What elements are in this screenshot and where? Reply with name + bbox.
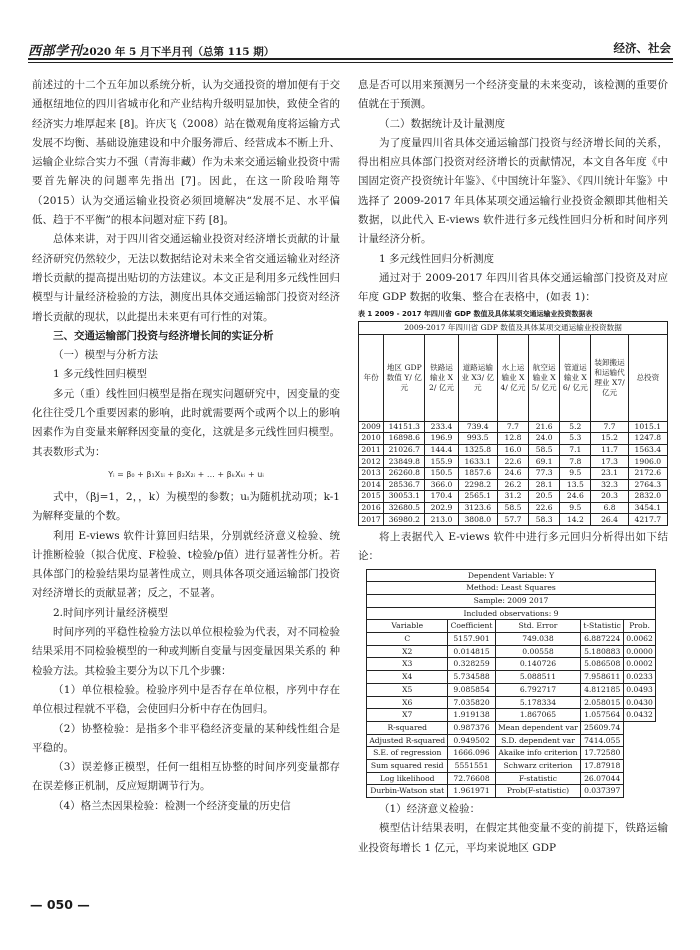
table2-cell: X6 (367, 696, 448, 709)
table1-cell: 2011 (359, 444, 384, 456)
table1-cell: 202.9 (425, 502, 458, 514)
table2-stat-row (367, 721, 656, 734)
paragraph: 模型估计结果表明，在假定其他变量不变的前提下，铁路运输业投资每增长 1 亿元，平均来说地区 GDP (358, 822, 668, 854)
table1-title: 2009-2017 年四川省 GDP 数值及具体某项交通运输业投资数据 (359, 321, 668, 334)
table1-header: 铁路运输业 X2/ 亿元 (425, 334, 458, 421)
table1-cell: 3808.0 (458, 514, 497, 526)
table2-header: Std. Error (495, 620, 581, 633)
table1-cell: 21.6 (529, 421, 560, 433)
table1-cell: 4217.7 (628, 514, 667, 526)
table2-stat-cell: Mean dependent var (495, 721, 581, 734)
paragraph: （1）单位根检验。检验序列中是否存在单位根，序列中存在单位根过程就不平稳，会使回归分析中存在伪回归。 (32, 683, 340, 716)
journal-issue-line (28, 40, 274, 59)
table2-stat-row (367, 760, 656, 773)
table1-cell: 6.8 (591, 502, 628, 514)
table1-row (359, 433, 668, 445)
table1-cell: 13.5 (560, 479, 591, 491)
table2-stat-cell: 26.07044 (581, 772, 624, 785)
table1-cell: 24.6 (560, 491, 591, 503)
table1-header: 水上运输业 X4/ 亿元 (497, 334, 528, 421)
table2-cell: 5157.901 (448, 633, 495, 646)
table1-cell: 196.9 (425, 433, 458, 445)
table2-cell: 9.085854 (448, 683, 495, 696)
table2-cell: 5.178334 (495, 696, 581, 709)
gdp-investment-table (358, 321, 668, 526)
table1-cell: 2015 (359, 491, 384, 503)
paragraph: 通过对于 2009-2017 年四川省具体交通运输部门投资及对应年度 GDP 数据的收集、整合在表格中，(如表 1)： (358, 271, 668, 304)
header-rule-thin (28, 62, 673, 63)
table2-cell: X3 (367, 658, 448, 671)
table1-cell: 16.0 (497, 444, 528, 456)
table1-cell: 170.4 (425, 491, 458, 503)
table2-cell: 0.328259 (448, 658, 495, 671)
table1-cell: 2565.1 (458, 491, 497, 503)
table2-stat-cell: Sum squared resid (367, 760, 448, 773)
subsection-heading: （二）数据统计及计量测度 (379, 117, 505, 130)
table2-stat-row (367, 747, 656, 760)
table1-cell: 11.7 (591, 444, 628, 456)
table1-header: 管道运输业 X6/ 亿元 (560, 334, 591, 421)
table2-row (367, 709, 656, 722)
table1-cell: 2016 (359, 502, 384, 514)
table1-cell: 31.2 (497, 491, 528, 503)
table2-stat-row (367, 734, 656, 747)
table1-header: 道路运输业 X3/ 亿元 (458, 334, 497, 421)
sample: Sample: 2009 2017 (367, 594, 656, 607)
subsection-heading: （一）模型与分析方法 (53, 349, 158, 362)
table1-cell: 32680.5 (384, 502, 425, 514)
table1-cell: 58.5 (497, 502, 528, 514)
table2-stat-row (367, 785, 656, 798)
table1-cell: 14.2 (560, 514, 591, 526)
table1-cell: 24.6 (497, 467, 528, 479)
table1-cell: 2009 (359, 421, 384, 433)
table2-stat-cell: 17.72580 (581, 747, 624, 760)
table2-header: t-Statistic (581, 620, 624, 633)
paragraph: 将上表据代入 E-views 软件中进行多元回归分析得出如下结论： (358, 530, 668, 563)
table2-stat-cell: S.D. dependent var (495, 734, 581, 747)
table2-stat-cell: 7414.055 (581, 734, 624, 747)
table1-cell: 58.3 (529, 514, 560, 526)
left-column (32, 76, 340, 816)
paragraph: （4）格兰杰因果检验：检测一个经济变量的历史信 (53, 799, 291, 812)
table1-cell: 14151.3 (384, 421, 425, 433)
table2-cell: X2 (367, 645, 448, 658)
table1-cell: 1857.6 (458, 467, 497, 479)
table2-cell: 0.140726 (495, 658, 581, 671)
table1-cell: 69.1 (529, 456, 560, 468)
table1-header: 航空运输业 X5/ 亿元 (529, 334, 560, 421)
table2-header: Prob. (624, 620, 656, 633)
table1-cell: 7.1 (560, 444, 591, 456)
table2-cell: 0.00558 (495, 645, 581, 658)
paragraph: 式中，（βj=1，2，，k）为模型的参数；uᵢ为随机扰动项；k-1为解释变量的个数。 (32, 490, 340, 523)
journal-logo: 西部学刊 (28, 44, 83, 59)
table2-stat-cell: 5551551 (448, 760, 495, 773)
method-heading: 1 多元线性回归分析测度 (379, 252, 495, 265)
issue-info: 2020 年 5 月下半月刊（总第 115 期） (82, 46, 275, 58)
paragraph: 息是否可以用来预测另一个经济变量的未来变动，该检测的重要价值就在于预测。 (358, 79, 668, 111)
table2-stat-cell: Log likelihood (367, 772, 448, 785)
table2-row (367, 671, 656, 684)
table2-cell: 1.919138 (448, 709, 495, 722)
table1-cell: 77.3 (529, 467, 560, 479)
table2-row (367, 696, 656, 709)
table2-stat-cell: S.E. of regression (367, 747, 448, 760)
table1-cell: 17.3 (591, 456, 628, 468)
table2-stat-cell: Prob(F-statistic) (495, 785, 581, 798)
table1-cell: 2764.3 (628, 479, 667, 491)
table1-cell: 213.0 (425, 514, 458, 526)
table2-stat-cell: 0.037397 (581, 785, 624, 798)
paragraph: （3）误差修正模型，任何一组相互协整的时间序列变量都存在误差修正机制，反应短期调节行为。 (32, 761, 340, 793)
table1-cell: 1633.1 (458, 456, 497, 468)
table1-cell: 2832.0 (628, 491, 667, 503)
table1-cell: 1563.4 (628, 444, 667, 456)
table2-header: Variable (367, 620, 448, 633)
table2-cell: 0.0432 (624, 709, 656, 722)
table2-stat-cell: 0.987376 (448, 721, 495, 734)
section-title: 经济、社会 (613, 41, 671, 55)
table2-cell: 0.0430 (624, 696, 656, 709)
table1-cell: 7.7 (497, 421, 528, 433)
table1-cell: 22.6 (529, 502, 560, 514)
table1-cell: 3123.6 (458, 502, 497, 514)
table2-cell: C (367, 633, 448, 646)
header-rule (28, 58, 673, 60)
right-column (358, 76, 668, 858)
table2-cell: 0.0493 (624, 683, 656, 696)
table1-cell: 2012 (359, 456, 384, 468)
table1-row (359, 467, 668, 479)
table1-header: 年份 (359, 334, 384, 421)
table2-header-row (367, 620, 656, 633)
table2-stat-cell: 17.87918 (581, 760, 624, 773)
table1-cell: 23849.8 (384, 456, 425, 468)
table1-header: 装卸搬运和运输代理业 X7/ 亿元 (591, 334, 628, 421)
page-number: — 050 — (30, 897, 90, 912)
table2-stat-cell: Akaike info criterion (495, 747, 581, 760)
table1-cell: 7.7 (591, 421, 628, 433)
table1-cell: 20.5 (529, 491, 560, 503)
table2-row (367, 645, 656, 658)
table2-cell: 5.180883 (581, 645, 624, 658)
observations: Included observations: 9 (367, 607, 656, 620)
table1-cell: 15.2 (591, 433, 628, 445)
table1-cell: 28.1 (529, 479, 560, 491)
table1-cell: 23.1 (591, 467, 628, 479)
table2-stat-cell: R-squared (367, 721, 448, 734)
paragraph: 为了度量四川省具体交通运输部门投资与经济增长间的关系，得出相应具体部门投资对经济增长的贡献情况，本文自各年度《中国固定资产投资统计年鉴》、《中国统计年鉴》、《四川统计年鉴》中选择了 2009-2017 年具体某项交通运输行业投资金额即其他相关数据，以此代入 E-views 软件进行多元线性回归分析和时间序列计量经济分析。 (358, 136, 668, 246)
table1-header: 总投资 (628, 334, 667, 421)
table2-cell: 5.086508 (581, 658, 624, 671)
table2-stat-cell: 1.961971 (448, 785, 495, 798)
table2-row (367, 683, 656, 696)
table1-cell: 1325.8 (458, 444, 497, 456)
table1-row (359, 456, 668, 468)
table2-cell: 1.867065 (495, 709, 581, 722)
table1-row (359, 444, 668, 456)
table2-cell: 4.812185 (581, 683, 624, 696)
table1-row (359, 514, 668, 526)
regression-results-table (366, 569, 656, 799)
table1-cell: 739.4 (458, 421, 497, 433)
table1-cell: 12.8 (497, 433, 528, 445)
table1-cell: 26260.8 (384, 467, 425, 479)
table1-cell: 57.7 (497, 514, 528, 526)
table2-cell: 5.734588 (448, 671, 495, 684)
table1-row (359, 421, 668, 433)
page-header (28, 38, 673, 62)
table2-stats (367, 721, 656, 797)
table1-cell: 2017 (359, 514, 384, 526)
table1-cell: 24.0 (529, 433, 560, 445)
table2-header: Coefficient (448, 620, 495, 633)
table2-stat-cell: F-statistic (495, 772, 581, 785)
table2-cell: 7.958611 (581, 671, 624, 684)
table2-cell: 0.0000 (624, 645, 656, 658)
table2-cell: 0.0233 (624, 671, 656, 684)
method: Method: Least Squares (367, 582, 656, 595)
table2-stat-cell: Schwarz criterion (495, 760, 581, 773)
table2-stat-row (367, 772, 656, 785)
table1-cell: 5.3 (560, 433, 591, 445)
table1-cell: 155.9 (425, 456, 458, 468)
table1-cell: 233.4 (425, 421, 458, 433)
table1-cell: 9.5 (560, 467, 591, 479)
table2-cell: 5.088511 (495, 671, 581, 684)
table2-stat-cell: 72.76608 (448, 772, 495, 785)
table2-stat-cell: 25609.74 (581, 721, 624, 734)
paragraph: 利用 E-views 软件计算回归结果，分别就经济意义检验、统计推断检验（拟合优度、F检验、t检验/p值）进行显著性分析。若具体部门的检验结果均显著性成立，则具体各项交通运输部门投资对经济增长的贡献显著；反之，不显著。 (32, 529, 340, 600)
table1-row (359, 502, 668, 514)
method-heading: 2.时间序列计量经济模型 (53, 606, 169, 619)
table1-header: 地区 GDP 数值 Y/ 亿元 (384, 334, 425, 421)
table1-cell: 9.5 (560, 502, 591, 514)
table1-cell: 2010 (359, 433, 384, 445)
table1-cell: 26.2 (497, 479, 528, 491)
table1-cell: 150.5 (425, 467, 458, 479)
table1-cell: 5.2 (560, 421, 591, 433)
table1-cell: 26.4 (591, 514, 628, 526)
table1-cell: 7.8 (560, 456, 591, 468)
table2-cell: 6.887224 (581, 633, 624, 646)
paragraph: （2）协整检验：是指多个非平稳经济变量的某种线性组合是平稳的。 (32, 722, 340, 754)
table1-cell: 2298.2 (458, 479, 497, 491)
table1-cell: 2014 (359, 479, 384, 491)
table2-stat-cell: 0.949502 (448, 734, 495, 747)
paragraph: 多元（重）线性回归模型是指在现实问题研究中，因变量的变化往往受几个重要因素的影响，此时就需要两个或两个以上的影响因素作为自变量来解释因变量的变化，这就是多元线性回归模型。其表数形式为： (32, 387, 340, 458)
method-heading: 1 多元线性回归模型 (53, 368, 148, 381)
table2-cell: 6.792717 (495, 683, 581, 696)
table1-cell: 58.5 (529, 444, 560, 456)
table1-cell: 28536.7 (384, 479, 425, 491)
table2-stat-cell: 1666.096 (448, 747, 495, 760)
table1-cell: 16898.6 (384, 433, 425, 445)
table1-cell: 144.4 (425, 444, 458, 456)
table2-cell: 0.014815 (448, 645, 495, 658)
table1-cell: 366.0 (425, 479, 458, 491)
table2-body (367, 633, 656, 722)
table1-row (359, 479, 668, 491)
table1-caption: 表 1 2009 - 2017 年四川省 GDP 数值及具体某项交通运输业投资数据表 (358, 309, 593, 318)
table1-cell: 36980.2 (384, 514, 425, 526)
regression-formula: Yᵢ = β₀ + β₁X₁ᵢ + β₂X₂ᵢ + … + βₖXₖᵢ + uᵢ (108, 469, 264, 479)
table2-row (367, 658, 656, 671)
table2-row (367, 633, 656, 646)
table1-cell: 32.3 (591, 479, 628, 491)
table1-cell: 21026.7 (384, 444, 425, 456)
table2-cell: X7 (367, 709, 448, 722)
table2-cell: 0.0002 (624, 658, 656, 671)
table1-row (359, 491, 668, 503)
table2-cell: X5 (367, 683, 448, 696)
table2-cell: 7.035820 (448, 696, 495, 709)
table1-cell: 1906.0 (628, 456, 667, 468)
table1-cell: 2172.6 (628, 467, 667, 479)
table2-cell: 749.038 (495, 633, 581, 646)
table1-cell: 22.6 (497, 456, 528, 468)
section-heading: 三、交通运输部门投资与经济增长间的实证分析 (53, 329, 274, 342)
paragraph: 时间序列的平稳性检验方法以单位根检验为代表，对不同检验结果采用不同检验模型的一种或判断自变量与因变量因果关系的 种检验方法。其检验主要分为以下几个步骤： (32, 626, 340, 677)
table2-stat-cell: Durbin-Watson stat (367, 785, 448, 798)
dependent-variable: Dependent Variable: Y (367, 569, 656, 582)
table1-cell: 1247.8 (628, 433, 667, 445)
subsection-heading: （1）经济意义检验： (379, 803, 481, 816)
table2-stat-cell: Adjusted R-squared (367, 734, 448, 747)
table1-cell: 3454.1 (628, 502, 667, 514)
table2-cell: 2.058015 (581, 696, 624, 709)
table1-body (359, 421, 668, 525)
table1-header-row (359, 334, 668, 421)
table1-cell: 2013 (359, 467, 384, 479)
paragraph: 前述过的十二个五年加以系统分析，认为交通投资的增加便有于交通枢纽地位的四川省城市化和产业结构升级明显加快，致使全省的经济实力堆厚起来 [8]。许庆飞（2008）站在微观角度将运输方式发展不均衡、基础设施建设和中介服务滞后、经营成本不断上升、运输企业综合实力不强（青海非藏）作为未来交通运输业投资中需要首先解决的问题率先指出 [7]。因此，在这一阶段哈翔等（2015）认为交通运输业投资必须回境解决“发展不足、水平偏低、趋于不平衡”的根本问题对症下药 [8]。 (32, 79, 340, 227)
table2-cell: X4 (367, 671, 448, 684)
table2-cell: 1.057564 (581, 709, 624, 722)
table1-cell: 1015.1 (628, 421, 667, 433)
table1-cell: 20.3 (591, 491, 628, 503)
table2-cell: 0.0062 (624, 633, 656, 646)
table1-cell: 993.5 (458, 433, 497, 445)
paragraph: 总体来讲，对于四川省交通运输业投资对经济增长贡献的计量经济研究仍然较少，无法以数据结论对未来全省交通运输业对经济增长贡献的提高提出贴切的方法建议。本文正是利用多元线性回归模型与计量经济检验的方法，测度出具体交通运输部门投资对经济增长贡献的现状，以此提出未来更有可行性的对策。 (32, 233, 340, 323)
table1-cell: 30053.1 (384, 491, 425, 503)
